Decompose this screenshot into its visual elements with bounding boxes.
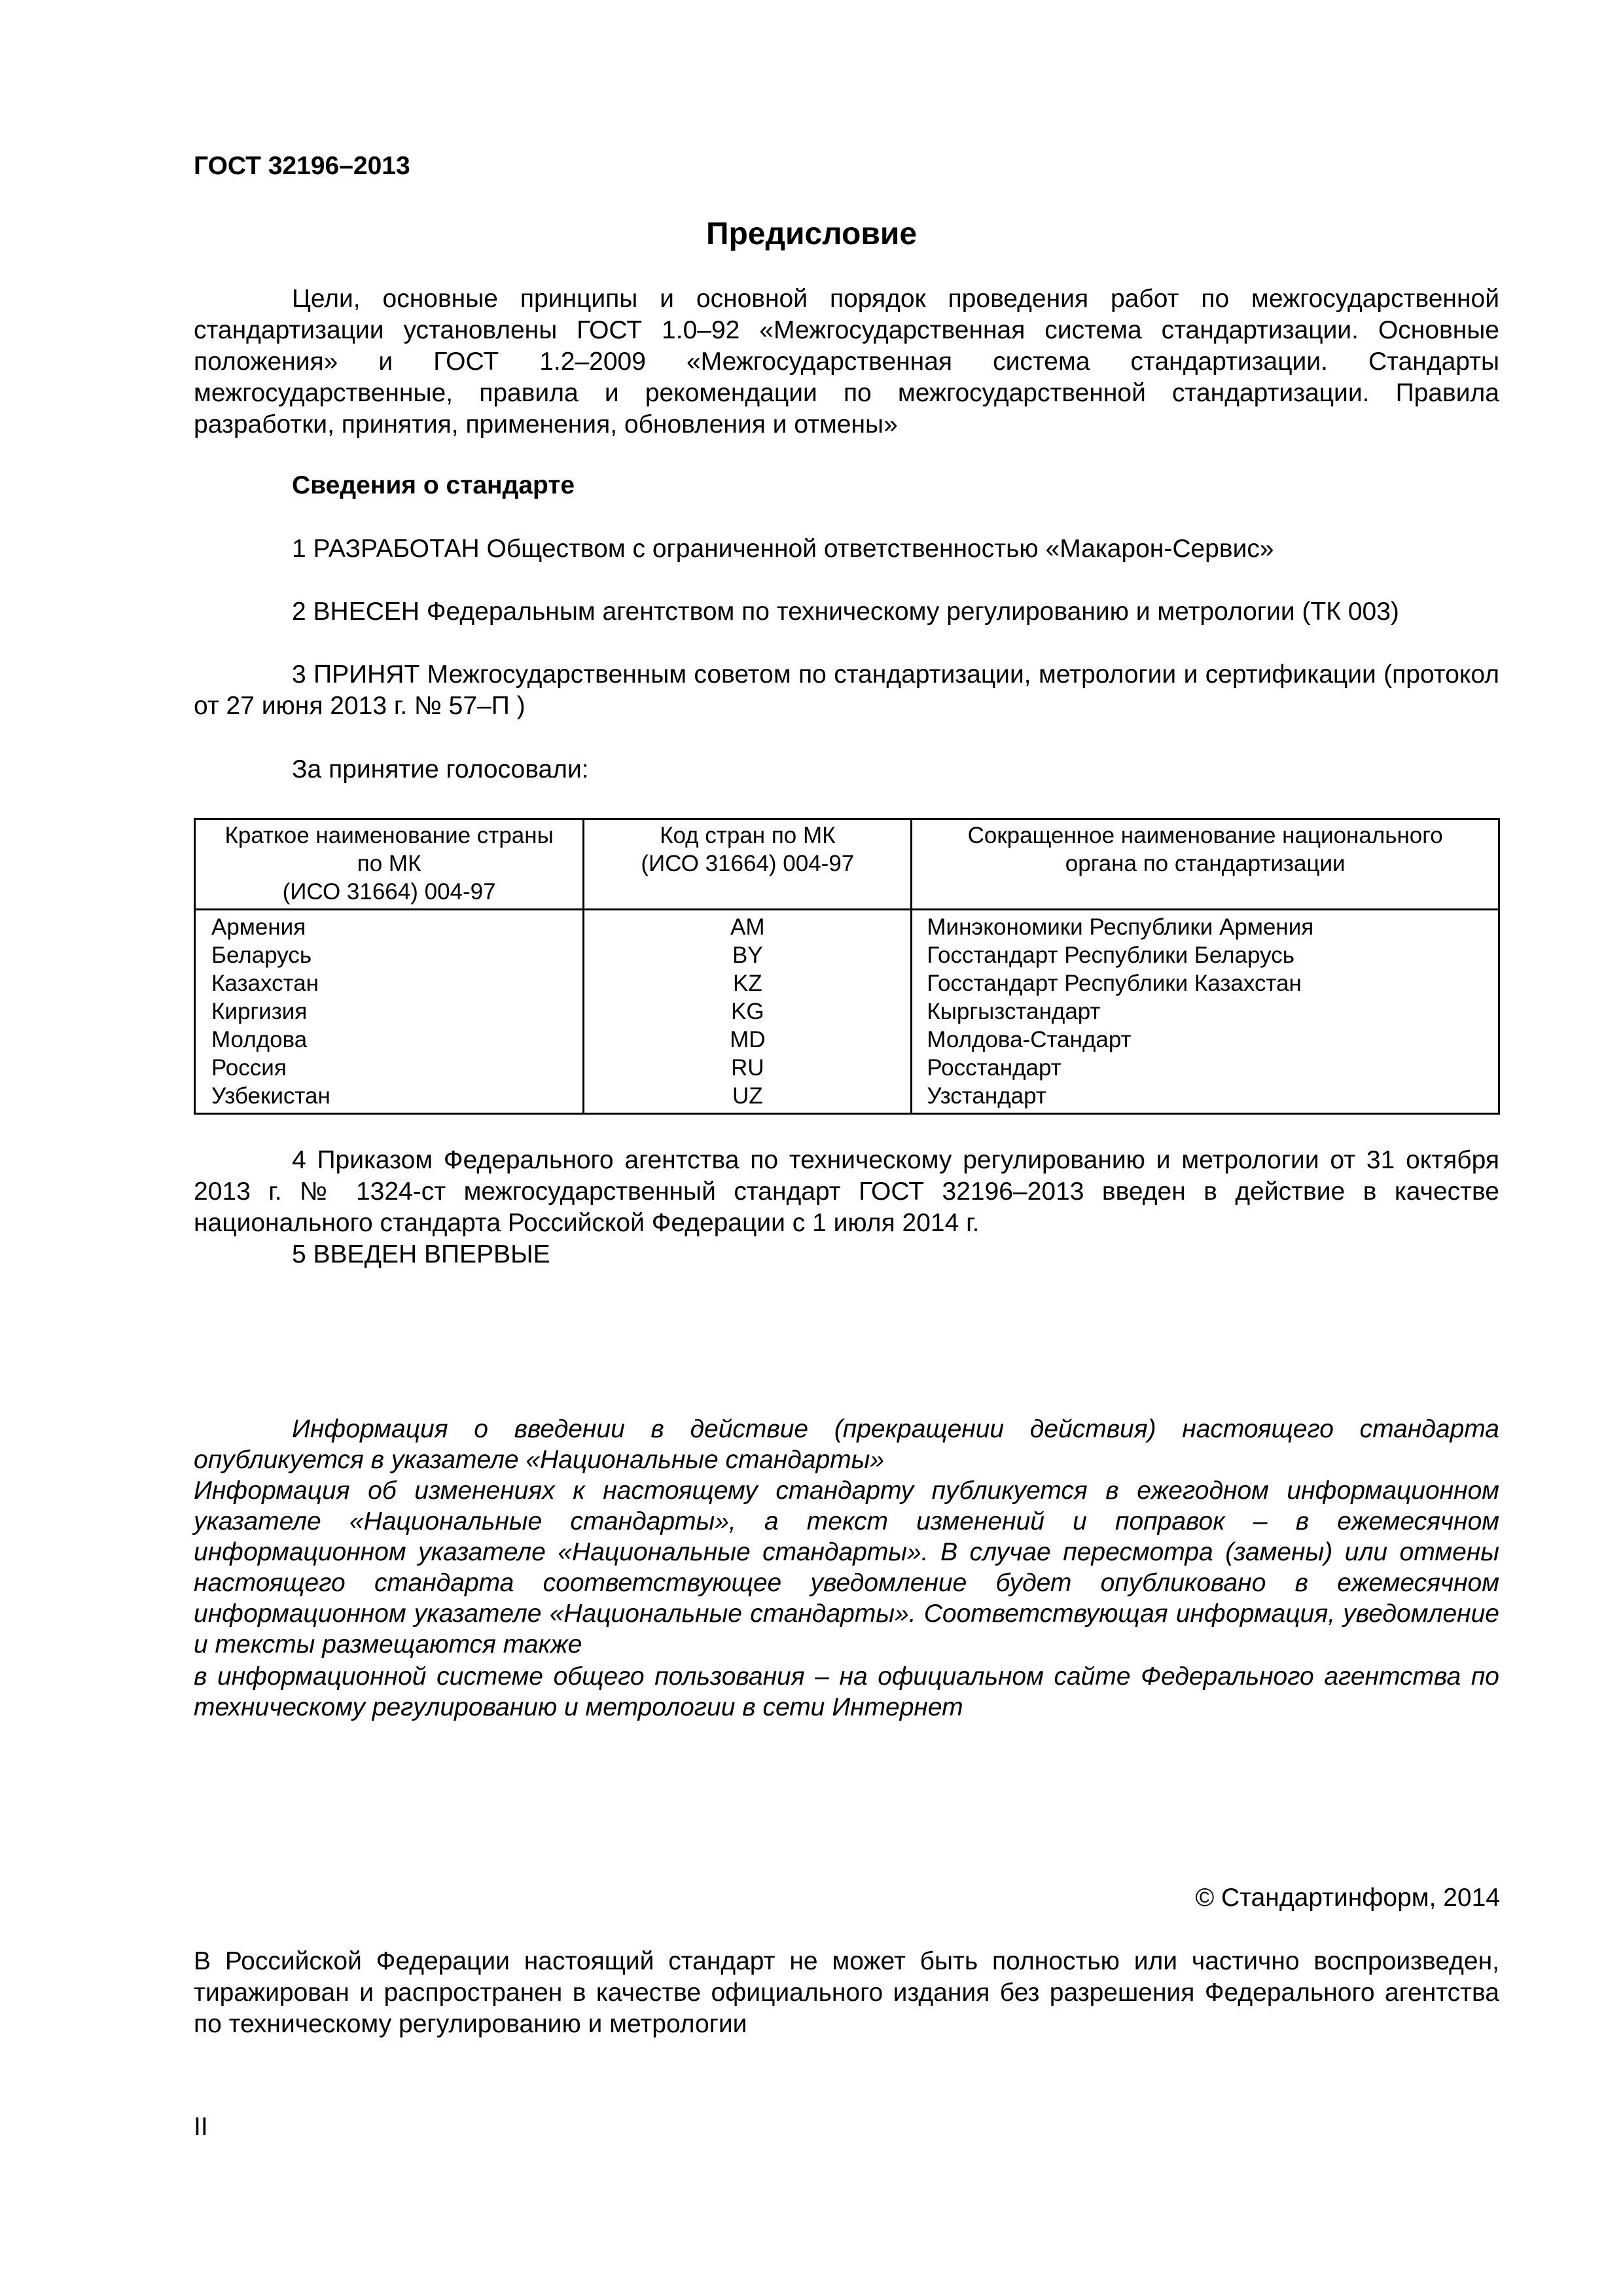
table-row [195,969,1499,997]
table-row [195,997,1499,1026]
organ-cell: Молдова-Стандарт [912,1026,1499,1054]
table-row [195,941,1499,969]
organ-cell: Госстандарт Республики Казахстан [912,969,1499,997]
table-row [195,910,1499,942]
info-paragraph-publication: Информация о введении в действие (прекращении действия) настоящего стандарта опубликуется в указателе «Национальные стандарты» [194,1415,1499,1474]
country-cell: Армения [195,910,584,942]
info-paragraph-internet: в информационной системе общего пользования – на официальном сайте Федерального агентства по техническому регулированию и метрологии в сети Интернет [194,1662,1499,1721]
organ-cell: Росстандарт [912,1054,1499,1082]
country-cell: Россия [195,1054,584,1082]
country-cell: Беларусь [195,941,584,969]
code-cell: KG [584,997,912,1026]
country-cell: Киргизия [195,997,584,1026]
item-order: 4 Приказом Федерального агентства по техническому регулированию и метрологии от 31 октября 2013 г. № 1324-ст межгосударственный стандарт ГОСТ 32196–2013 введен в действие в качестве национального стандарта Российской Федерации с 1 июля 2014 г. [194,1146,1499,1237]
item-developed: 1 РАЗРАБОТАН Обществом с ограниченной ответственностью «Макарон-Сервис» [292,535,1274,563]
table-row [195,1082,1499,1114]
table-header-row [195,819,1499,910]
header-code [584,819,912,910]
header-country [195,819,584,910]
intro-paragraph: Цели, основные принципы и основной порядок проведения работ по межгосударственной стандартизации установлены ГОСТ 1.0–92 «Межгосударственная система стандартизации. Основные положения» и ГОСТ 1.2–2009 «Межгосударственная система стандартизации. Стандарты межгосударственные, правила и рекомендации по межгосударственной стандартизации. Правила разработки, принятия, применения, обновления и отмены» [194,285,1499,439]
country-cell: Молдова [195,1026,584,1054]
voting-table [194,818,1500,1115]
header-organ-line: органа по стандартизации [1065,851,1346,876]
item-introduced: 2 ВНЕСЕН Федеральным агентством по техническому регулированию и метрологии (ТК 003) [292,598,1399,626]
header-organ-line: Сокращенное наименование национального [967,823,1443,848]
header-country-line: Краткое наименование страны [224,823,554,848]
code-cell: UZ [584,1082,912,1114]
header-code-line: Код стран по МК [660,823,836,848]
item-first-time: 5 ВВЕДЕН ВПЕРВЫЕ [292,1240,550,1268]
code-cell: RU [584,1054,912,1082]
voted-label: За принятие голосовали: [292,755,589,783]
header-country-line: (ИСО 31664) 004-97 [282,879,496,905]
organ-cell: Узстандарт [912,1082,1499,1114]
country-cell: Казахстан [195,969,584,997]
item-adopted: 3 ПРИНЯТ Межгосударственным советом по стандартизации, метрологии и сертификации (протокол от 27 июня 2013 г. № 57–П ) [194,660,1499,720]
code-cell: BY [584,941,912,969]
organ-cell: Минэкономики Республики Армения [912,910,1499,942]
code-cell: AM [584,910,912,942]
organ-cell: Госстандарт Республики Беларусь [912,941,1499,969]
header-country-line: по МК [357,851,421,876]
table-row [195,1026,1499,1054]
country-cell: Узбекистан [195,1082,584,1114]
organ-cell: Кыргызстандарт [912,997,1499,1026]
document-number: ГОСТ 32196–2013 [194,152,410,180]
code-cell: KZ [584,969,912,997]
restriction-paragraph: В Российской Федерации настоящий стандарт не может быть полностью или частично воспроизведен, тиражирован и распространен в качестве официального издания без разрешения Федерального агентства по техническому регулированию и метрологии [194,1947,1499,2038]
section-heading: Сведения о стандарте [292,471,575,499]
code-cell: MD [584,1026,912,1054]
page-title: Предисловие [705,217,918,251]
copyright-notice: © Стандартинформ, 2014 [1195,1884,1500,1912]
page-number: II [194,2113,208,2141]
table-row [195,1054,1499,1082]
header-code-line: (ИСО 31664) 004-97 [641,851,855,876]
info-paragraph-changes: Информация об изменениях к настоящему стандарту публикуется в ежегодном информационном указателе «Национальные стандарты», а текст изменений и поправок – в ежемесячном информационном указателе «Национальные стандарты». В случае пересмотра (замены) или отмены настоящего стандарта соответствующее уведомление будет опубликовано в ежемесячном информационном указателе «Национальные стандарты». Соответствующая информация, уведомление и тексты размещаются также [194,1477,1499,1659]
header-organ [912,819,1499,910]
